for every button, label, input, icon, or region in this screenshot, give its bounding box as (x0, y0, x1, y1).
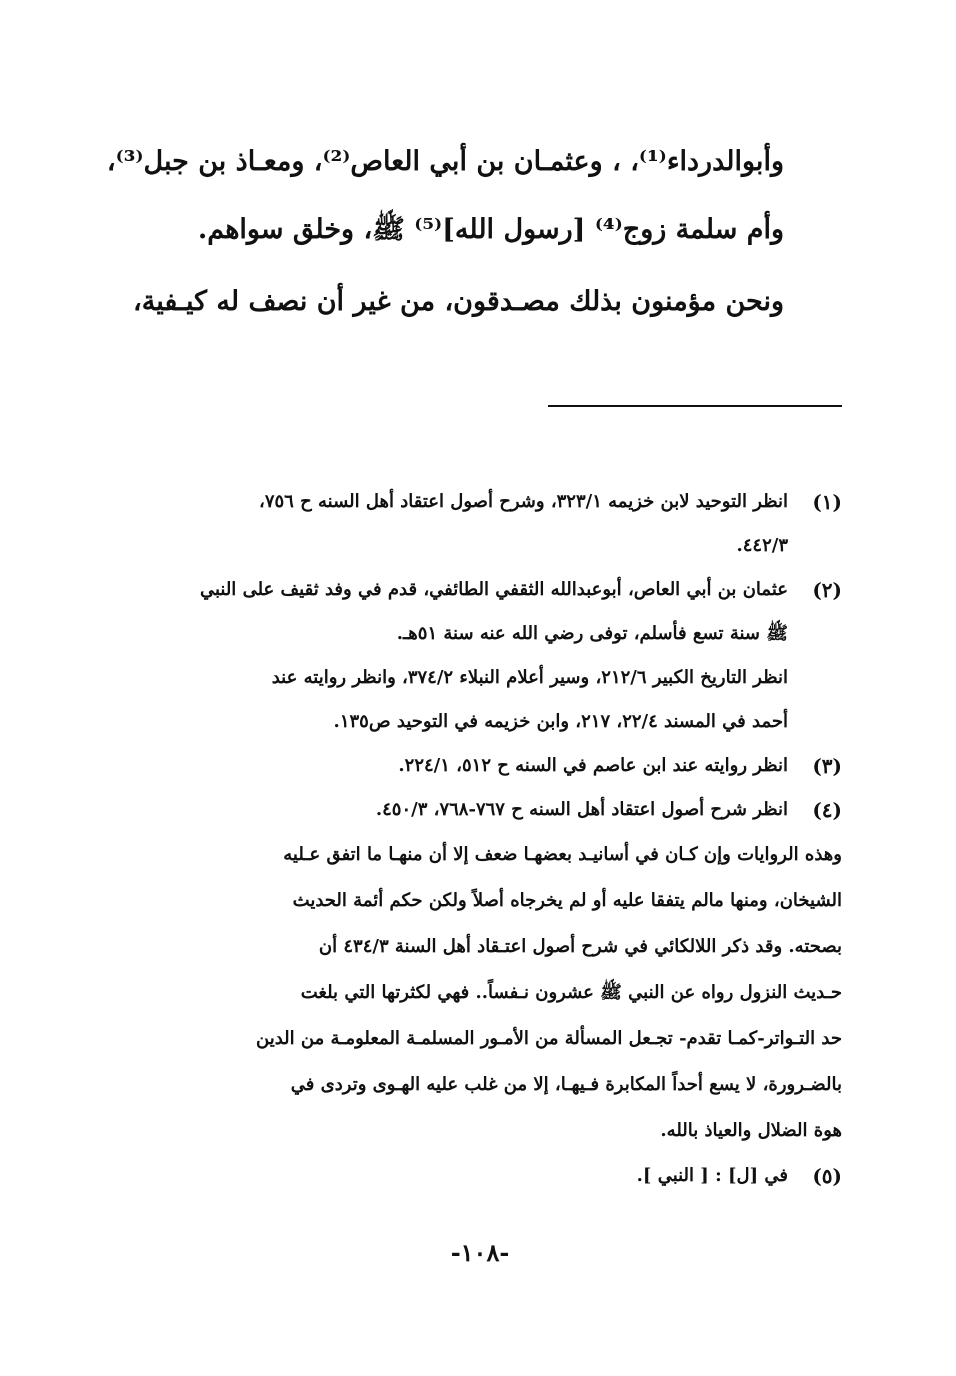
footnote-separator (548, 405, 842, 407)
footnote-2 (106, 568, 842, 744)
footnote-3 (106, 744, 842, 788)
page-number: -١٠٨- (450, 1238, 510, 1267)
footnote-number: (١) (812, 490, 842, 514)
main-text-line: وأبوالدرداء⁽¹⁾، ، وعثمـان بن أبي العاص⁽²⁾، ومعـاذ بن جبل⁽³⁾، (106, 146, 784, 177)
footnote-number: (٣) (812, 754, 842, 778)
continuation-line: حـديث النزول رواه عن النبي ﷺ عشرون نـفساً.. فهي لكثرتها التي بلغت (300, 982, 842, 1003)
footnote-line: عثمان بن أبي العاص، أبوعبدالله الثقفي الطائفي، قدم في وفد ثقيف على النبي (199, 579, 788, 600)
continuation-line: حد التـواتر-كمـا تقدم- تجـعل المسألة من الأمـور المسلمـة المعلومـة من الدين (256, 1028, 842, 1049)
main-text-line: وأم سلمة زوج⁽⁴⁾ [رسول الله]⁽⁵⁾ ﷺ، وخلق سواهم. (197, 214, 784, 245)
continuation-line: بصحته. وقد ذكر اللالكائي في شرح أصول اعتـقاد أهل السنة ٤٣٤/٣ أن (318, 936, 842, 957)
footnotes (106, 480, 842, 1198)
continuation-line: وهذه الروايات وإن كـان في أسانيـد بعضهـا ضعف إلا أن منهـا ما اتفق عـليه (283, 844, 842, 865)
footnote-line: ٤٤٢/٣. (736, 535, 788, 556)
footnote-line: انظر التاريخ الكبير ٢١٢/٦، وسير أعلام النبلاء ٣٧٤/٢، وانظر روايته عند (271, 667, 788, 688)
footnote-line: أحمد في المسند ٢٢/٤، ٢١٧، وابن خزيمه في التوحيد ص١٣٥. (333, 711, 788, 732)
footnote-4 (106, 788, 842, 832)
footnote-1 (106, 480, 842, 568)
footnote-4-continuation (106, 832, 842, 1154)
footnote-line: انظر شرح أصول اعتقاد أهل السنه ح ٧٦٧-٧٦٨، ٤٥٠/٣. (375, 799, 788, 820)
continuation-line: هوة الضلال والعياذ بالله. (660, 1120, 842, 1141)
footnote-number: (٢) (812, 578, 842, 602)
footnote-5 (106, 1154, 842, 1198)
footnote-line: ﷺ سنة تسع فأسلم، توفى رضي الله عنه سنة ٥١هـ. (396, 623, 788, 644)
footnote-number: (٥) (812, 1164, 842, 1188)
main-text-line: ونحن مؤمنون بذلك مصـدقون، من غير أن نصف له كيـفية، (133, 286, 784, 317)
continuation-line: الشيخان، ومنها مالم يتفقا عليه أو لم يخرجاه أصلاً ولكن حكم أئمة الحديث (292, 890, 842, 911)
main-text (104, 128, 784, 336)
continuation-line: بالضـرورة، لا يسع أحداً المكابرة فـيهـا، إلا من غلب عليه الهـوى وتردى في (290, 1074, 842, 1095)
footnote-line: في [ل] : [ النبي ]. (636, 1165, 788, 1186)
footnote-line: انظر التوحيد لابن خزيمه ٣٢٣/١، وشرح أصول اعتقاد أهل السنه ح ٧٥٦، (259, 491, 788, 512)
footnote-line: انظر روايته عند ابن عاصم في السنه ح ٥١٢، ٢٢٤/١. (398, 755, 788, 776)
footnote-number: (٤) (812, 798, 842, 822)
